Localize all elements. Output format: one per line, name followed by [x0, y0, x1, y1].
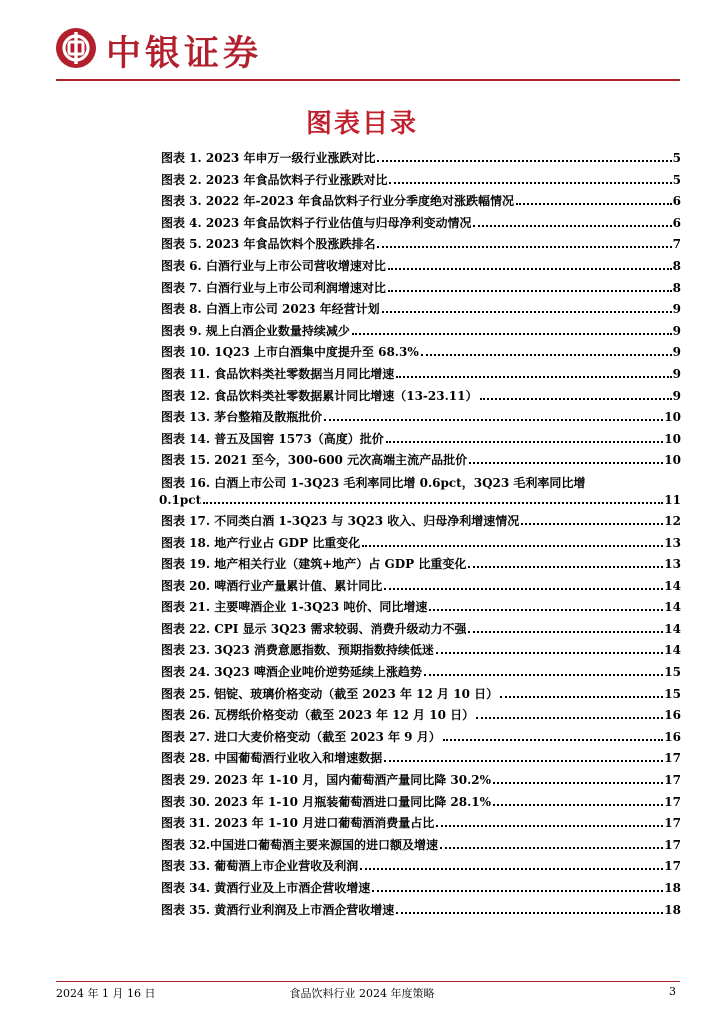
toc-entry-label: 图表 14. 普五及国窖 1573（高度）批价: [161, 431, 384, 446]
toc-entry[interactable]: [161, 148, 681, 170]
toc-entry-label: 图表 22. CPI 显示 3Q23 需求较弱、消费升级动力不强: [161, 621, 467, 636]
toc-entry-label: 图表 33. 葡萄酒上市企业营收及利润: [161, 859, 359, 874]
toc-entry-label: 图表 23. 3Q23 消费意愿指数、预期指数持续低迷: [161, 643, 434, 658]
toc-entry-page: 5: [672, 172, 681, 187]
toc-entry[interactable]: [161, 299, 681, 321]
toc-leader-dots: [386, 441, 663, 443]
toc-entry[interactable]: [161, 364, 681, 386]
toc-entry[interactable]: [161, 191, 681, 213]
toc-leader-dots: [493, 804, 663, 806]
table-of-figures: [161, 148, 681, 921]
page-title: 图表目录: [305, 109, 418, 139]
toc-entry-page: 5: [672, 151, 681, 165]
toc-entry-page: 14: [664, 643, 681, 658]
toc-entry-label: 图表 15. 2021 至今，300-600 元次高端主流产品批价: [161, 453, 468, 468]
toc-entry-page: 16: [664, 708, 681, 723]
toc-entry[interactable]: [161, 662, 681, 684]
toc-entry-label: 图表 9. 规上白酒企业数量持续减少: [161, 323, 350, 338]
header: [56, 22, 680, 78]
toc-entry-label: 图表 4. 2023 年食品饮料子行业估值与归母净利变动情况: [161, 215, 472, 230]
toc-entry-label: 图表 5. 2023 年食品饮料个股涨跌排名: [161, 237, 376, 252]
toc-entry-label: 图表 13. 茅台整箱及散瓶批价: [161, 410, 323, 425]
toc-entry-page: 8: [672, 280, 681, 295]
toc-entry[interactable]: [161, 576, 681, 598]
toc-entry-page: 9: [672, 388, 681, 403]
toc-entry-page: 17: [664, 816, 681, 831]
toc-entry-label: 图表 3. 2022 年-2023 年食品饮料子行业分季度绝对涨跌幅情况: [161, 194, 515, 209]
toc-entry-label: 图表 25. 铝锭、玻璃价格变动（截至 2023 年 12 月 10 日）: [161, 686, 499, 701]
toc-leader-dots: [382, 311, 672, 313]
toc-entry-page: 9: [672, 366, 681, 381]
toc-leader-dots: [384, 760, 663, 762]
toc-leader-dots: [500, 696, 663, 698]
toc-entry[interactable]: [161, 511, 681, 533]
toc-entry-page: 8: [672, 258, 681, 273]
toc-leader-dots: [476, 717, 663, 719]
toc-entry-label: 图表 7. 白酒行业与上市公司利润增速对比: [161, 280, 386, 295]
toc-entry[interactable]: [161, 256, 681, 278]
toc-entry[interactable]: [161, 450, 681, 472]
toc-leader-dots: [436, 825, 663, 827]
toc-leader-dots: [468, 566, 663, 568]
toc-leader-dots: [203, 502, 663, 504]
toc-entry[interactable]: [161, 835, 681, 857]
toc-leader-dots: [436, 652, 663, 654]
toc-leader-dots: [469, 462, 663, 464]
toc-leader-dots: [521, 523, 663, 525]
toc-entry-page: 10: [664, 410, 681, 425]
toc-entry-label: 图表 18. 地产行业占 GDP 比重变化: [161, 535, 361, 550]
toc-entry-label: 图表 24. 3Q23 啤酒企业吨价逆势延续上涨趋势: [161, 665, 422, 680]
toc-entry-label: 图表 35. 黄酒行业利润及上市酒企营收增速: [161, 902, 395, 917]
toc-entry-label: 图表 16. 白酒上市公司 1-3Q23 毛利率同比增 0.6pct，3Q23 毛利率同比增: [161, 475, 586, 490]
footer-divider: [56, 981, 680, 982]
toc-entry[interactable]: [161, 813, 681, 835]
toc-leader-dots: [396, 912, 663, 914]
toc-leader-dots: [352, 333, 672, 335]
footer-date: 2024 年 1 月 16 日: [56, 987, 156, 1000]
toc-leader-dots: [324, 419, 663, 421]
toc-entry[interactable]: [161, 705, 681, 727]
toc-leader-dots: [493, 782, 663, 784]
toc-leader-dots: [440, 847, 663, 849]
toc-entry-page: 9: [672, 345, 681, 360]
toc-entry-page: 17: [664, 751, 681, 766]
toc-entry[interactable]: [161, 640, 681, 662]
toc-entry-page: 11: [664, 492, 681, 507]
toc-entry-page: 7: [672, 237, 681, 252]
toc-leader-dots: [516, 203, 672, 205]
toc-leader-dots: [396, 376, 671, 378]
toc-entry-label: 图表 31. 2023 年 1-10 月进口葡萄酒消费量占比: [161, 816, 435, 831]
toc-entry[interactable]: [161, 407, 681, 429]
toc-leader-dots: [480, 398, 672, 400]
toc-entry-label: 图表 27. 进口大麦价格变动（截至 2023 年 9 月）: [161, 729, 441, 744]
toc-entry[interactable]: [161, 770, 681, 792]
toc-leader-dots: [362, 545, 663, 547]
toc-entry-label: 图表 10. 1Q23 上市白酒集中度提升至 68.3%: [161, 345, 419, 360]
toc-entry-label: 图表 2. 2023 年食品饮料子行业涨跌对比: [161, 172, 388, 187]
toc-entry-label: 图表 32.中国进口葡萄酒主要来源国的进口额及增速: [161, 837, 439, 852]
toc-entry[interactable]: [161, 475, 681, 509]
toc-entry[interactable]: [161, 170, 681, 192]
toc-entry[interactable]: [161, 792, 681, 814]
bank-of-china-logo-icon: [56, 28, 96, 68]
toc-leader-dots: [377, 246, 671, 248]
toc-entry[interactable]: [161, 619, 681, 641]
toc-entry-page: 14: [664, 621, 681, 636]
toc-entry-page: 18: [664, 902, 681, 917]
toc-entry[interactable]: [161, 342, 681, 364]
toc-entry[interactable]: [161, 278, 681, 300]
toc-entry-page: 10: [664, 431, 681, 446]
toc-entry[interactable]: [161, 878, 681, 900]
toc-entry-label: 图表 26. 瓦楞纸价格变动（截至 2023 年 12 月 10 日）: [161, 708, 475, 723]
toc-leader-dots: [421, 354, 672, 356]
toc-entry-label: 图表 21. 主要啤酒企业 1-3Q23 吨价、同比增速: [161, 600, 428, 615]
toc-entry[interactable]: [161, 554, 681, 576]
toc-entry-page: 6: [672, 194, 681, 209]
toc-leader-dots: [377, 160, 671, 162]
toc-entry[interactable]: [161, 856, 681, 878]
toc-entry-page: 10: [664, 453, 681, 468]
toc-entry-page: 15: [664, 686, 681, 701]
toc-entry-label-continued: 0.1pct: [159, 492, 202, 507]
toc-entry-label: 图表 28. 中国葡萄酒行业收入和增速数据: [161, 751, 383, 766]
toc-entry[interactable]: [161, 748, 681, 770]
toc-entry-page: 14: [664, 578, 681, 593]
header-divider: [56, 79, 680, 81]
toc-entry-page: 13: [664, 557, 681, 572]
toc-entry[interactable]: [161, 597, 681, 619]
toc-entry[interactable]: [161, 213, 681, 235]
toc-entry[interactable]: [161, 386, 681, 408]
toc-entry-page: 15: [664, 665, 681, 680]
toc-leader-dots: [384, 588, 663, 590]
toc-entry-page: 6: [672, 215, 681, 230]
toc-entry-page: 9: [672, 323, 681, 338]
toc-entry-page: 13: [664, 535, 681, 550]
toc-leader-dots: [424, 674, 663, 676]
toc-entry-label: 图表 11. 食品饮料类社零数据当月同比增速: [161, 366, 395, 381]
toc-entry-label: 图表 1. 2023 年申万一级行业涨跌对比: [161, 151, 376, 165]
toc-entry-page: 14: [664, 600, 681, 615]
toc-entry-label: 图表 19. 地产相关行业（建筑+地产）占 GDP 比重变化: [161, 557, 467, 572]
toc-entry[interactable]: [161, 900, 681, 922]
toc-entry-label: 图表 6. 白酒行业与上市公司营收增速对比: [161, 258, 386, 273]
toc-entry[interactable]: [161, 684, 681, 706]
toc-entry[interactable]: [161, 727, 681, 749]
toc-entry-page: 17: [664, 859, 681, 874]
toc-entry-page: 17: [664, 794, 681, 809]
toc-leader-dots: [388, 290, 672, 292]
toc-entry-label: 图表 30. 2023 年 1-10 月瓶装葡萄酒进口量同比降 28.1%: [161, 794, 492, 809]
toc-entry-label: 图表 17. 不同类白酒 1-3Q23 与 3Q23 收入、归母净利增速情况: [161, 513, 520, 528]
toc-entry[interactable]: [161, 429, 681, 451]
toc-leader-dots: [429, 609, 663, 611]
toc-entry-label: 图表 8. 白酒上市公司 2023 年经营计划: [161, 302, 380, 317]
toc-entry[interactable]: [161, 321, 681, 343]
toc-entry-page: 9: [672, 302, 681, 317]
toc-entry-page: 18: [664, 881, 681, 895]
toc-entry-page: 12: [664, 513, 681, 528]
toc-entry-label: 图表 34. 黄酒行业及上市酒企营收增速: [161, 881, 371, 895]
footer-page-number: 3: [669, 985, 676, 998]
toc-entry-page: 16: [664, 729, 681, 744]
toc-entry-label: 图表 12. 食品饮料类社零数据累计同比增速（13-23.11）: [161, 388, 478, 403]
toc-entry-page: 17: [664, 773, 681, 788]
toc-entry[interactable]: [161, 234, 681, 256]
toc-leader-dots: [468, 631, 663, 633]
toc-entry-label: 图表 29. 2023 年 1-10 月，国内葡萄酒产量同比降 30.2%: [161, 773, 492, 788]
toc-entry-page: 17: [664, 837, 681, 852]
toc-leader-dots: [360, 868, 663, 870]
footer-report-title: 食品饮料行业 2024 年度策略: [289, 987, 435, 1000]
toc-leader-dots: [389, 182, 671, 184]
toc-entry[interactable]: [161, 533, 681, 555]
toc-leader-dots: [473, 225, 671, 227]
toc-leader-dots: [388, 268, 672, 270]
toc-leader-dots: [372, 890, 663, 892]
toc-leader-dots: [443, 739, 664, 741]
brand-name: 中银证券: [106, 34, 263, 74]
toc-entry-label: 图表 20. 啤酒行业产量累计值、累计同比: [161, 578, 383, 593]
